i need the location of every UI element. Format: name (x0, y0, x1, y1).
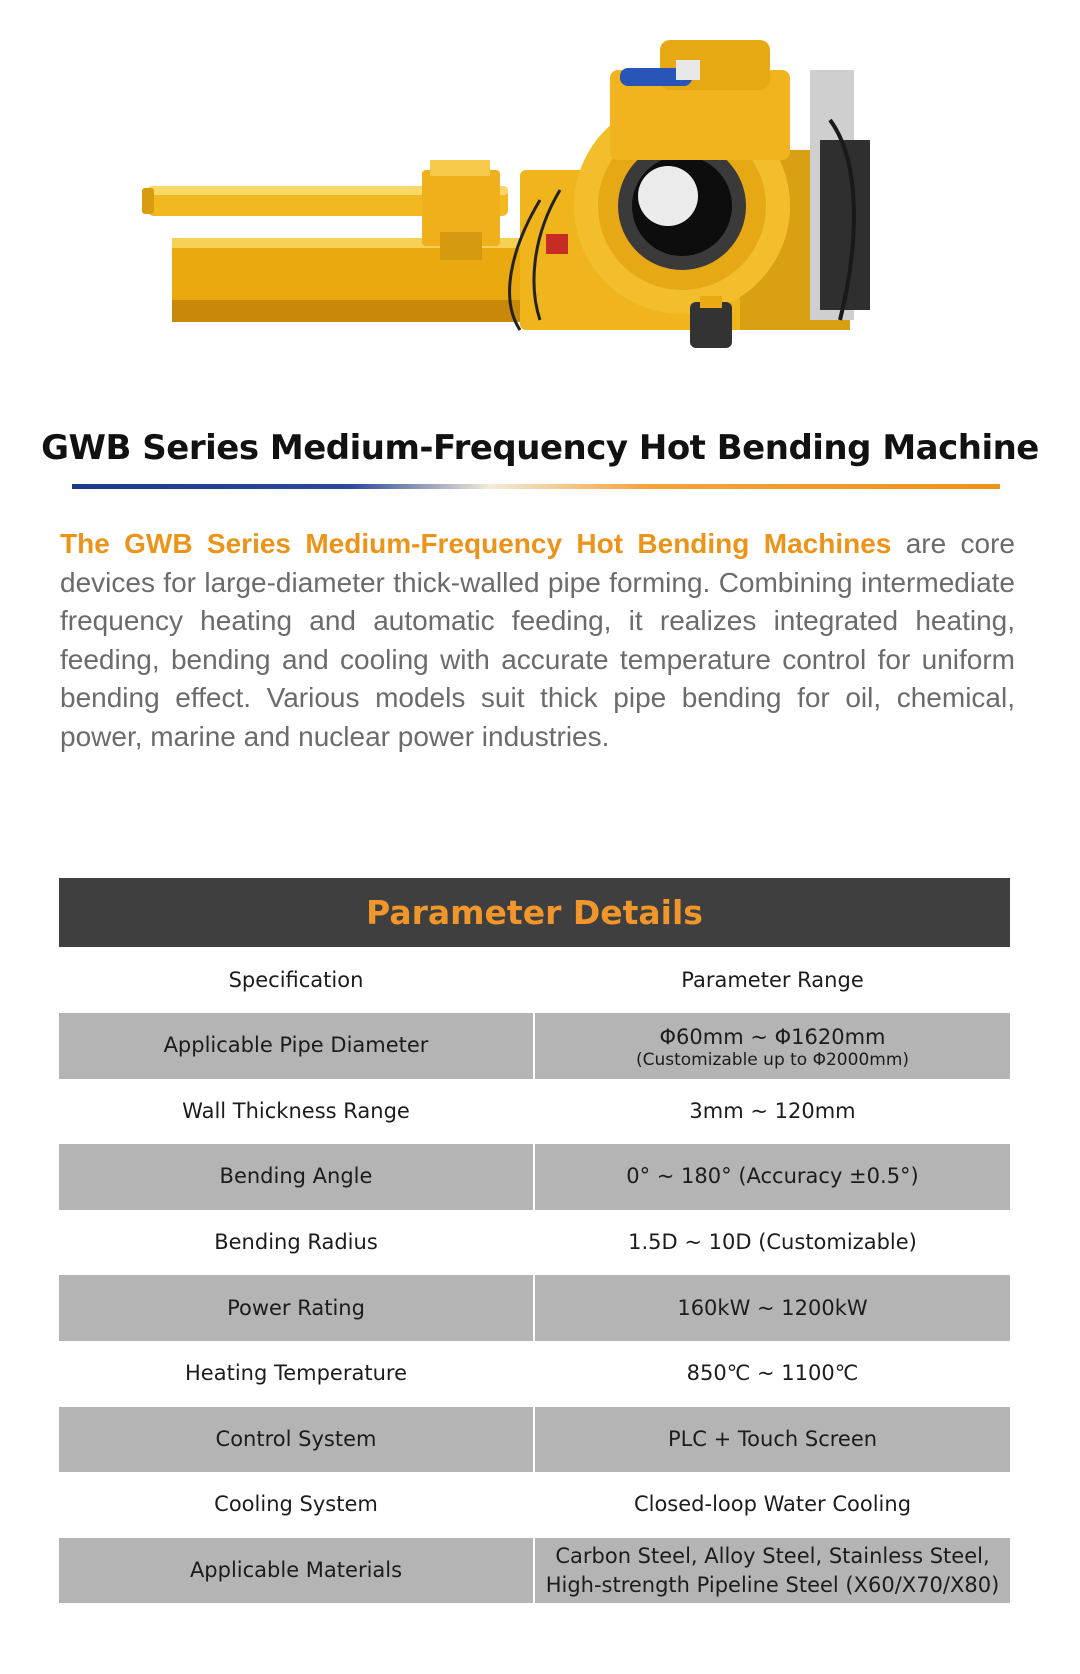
parameter-table (59, 878, 1010, 1603)
value-cell: 160kW ~ 1200kW (535, 1275, 1010, 1341)
spec-cell: Control System (59, 1407, 533, 1473)
value-text: Φ60mm ~ Φ1620mm (659, 1024, 886, 1049)
value-cell: 0° ~ 180° (Accuracy ±0.5°) (535, 1144, 1010, 1210)
table-row (59, 1407, 1010, 1473)
bending-machine-illustration (0, 0, 1080, 380)
intro-paragraph (60, 525, 1015, 756)
value-cell: 850℃ ~ 1100℃ (686, 1361, 859, 1386)
spec-cell: Cooling System (214, 1492, 378, 1517)
spec-cell: Bending Radius (214, 1230, 378, 1255)
value-note: (Customizable up to Φ2000mm) (635, 1049, 910, 1070)
table-row (59, 1079, 1010, 1145)
spec-cell: Applicable Pipe Diameter (59, 1013, 533, 1079)
product-image (0, 0, 1080, 380)
table-heading: Parameter Details (59, 878, 1010, 947)
value-text-line2: High-strength Pipeline Steel (X60/X70/X80) (545, 1572, 1000, 1597)
value-text: Carbon Steel, Alloy Steel, Stainless Steel, (555, 1543, 990, 1568)
value-cell: PLC + Touch Screen (535, 1407, 1010, 1473)
table-row (59, 1013, 1010, 1079)
column-header-specification: Specification (228, 967, 364, 992)
spec-cell: Heating Temperature (185, 1361, 407, 1386)
table-row (59, 1144, 1010, 1210)
intro-body: are core devices for large-diameter thick-walled pipe forming. Combining intermediate frequency heating and automatic feeding, it realizes integrated heating, feeding, bending and cooling with accurate temperature control for uniform bending effect. Various models suit thick pipe bending for oil, chemical, power, marine and nuclear power industries. (60, 528, 1016, 752)
value-cell: 1.5D ~ 10D (Customizable) (628, 1230, 917, 1255)
title-divider (72, 484, 1000, 489)
table-row (59, 1341, 1010, 1407)
table-row (59, 1275, 1010, 1341)
spec-cell: Power Rating (59, 1275, 533, 1341)
value-cell: 3mm ~ 120mm (689, 1098, 856, 1123)
spec-cell: Bending Angle (59, 1144, 533, 1210)
spec-cell: Wall Thickness Range (182, 1098, 410, 1123)
table-row (59, 1210, 1010, 1276)
table-row (59, 1538, 1010, 1604)
spec-cell: Applicable Materials (59, 1538, 533, 1604)
page-title: GWB Series Medium-Frequency Hot Bending Machine (41, 428, 1039, 468)
table-row (59, 1472, 1010, 1538)
column-header-parameter-range: Parameter Range (681, 967, 864, 992)
table-header-row (59, 947, 1010, 1013)
intro-lead: The GWB Series Medium-Frequency Hot Bending Machines (60, 528, 892, 559)
value-cell (535, 1013, 1010, 1079)
value-cell: Closed-loop Water Cooling (633, 1492, 912, 1517)
value-cell (535, 1538, 1010, 1604)
